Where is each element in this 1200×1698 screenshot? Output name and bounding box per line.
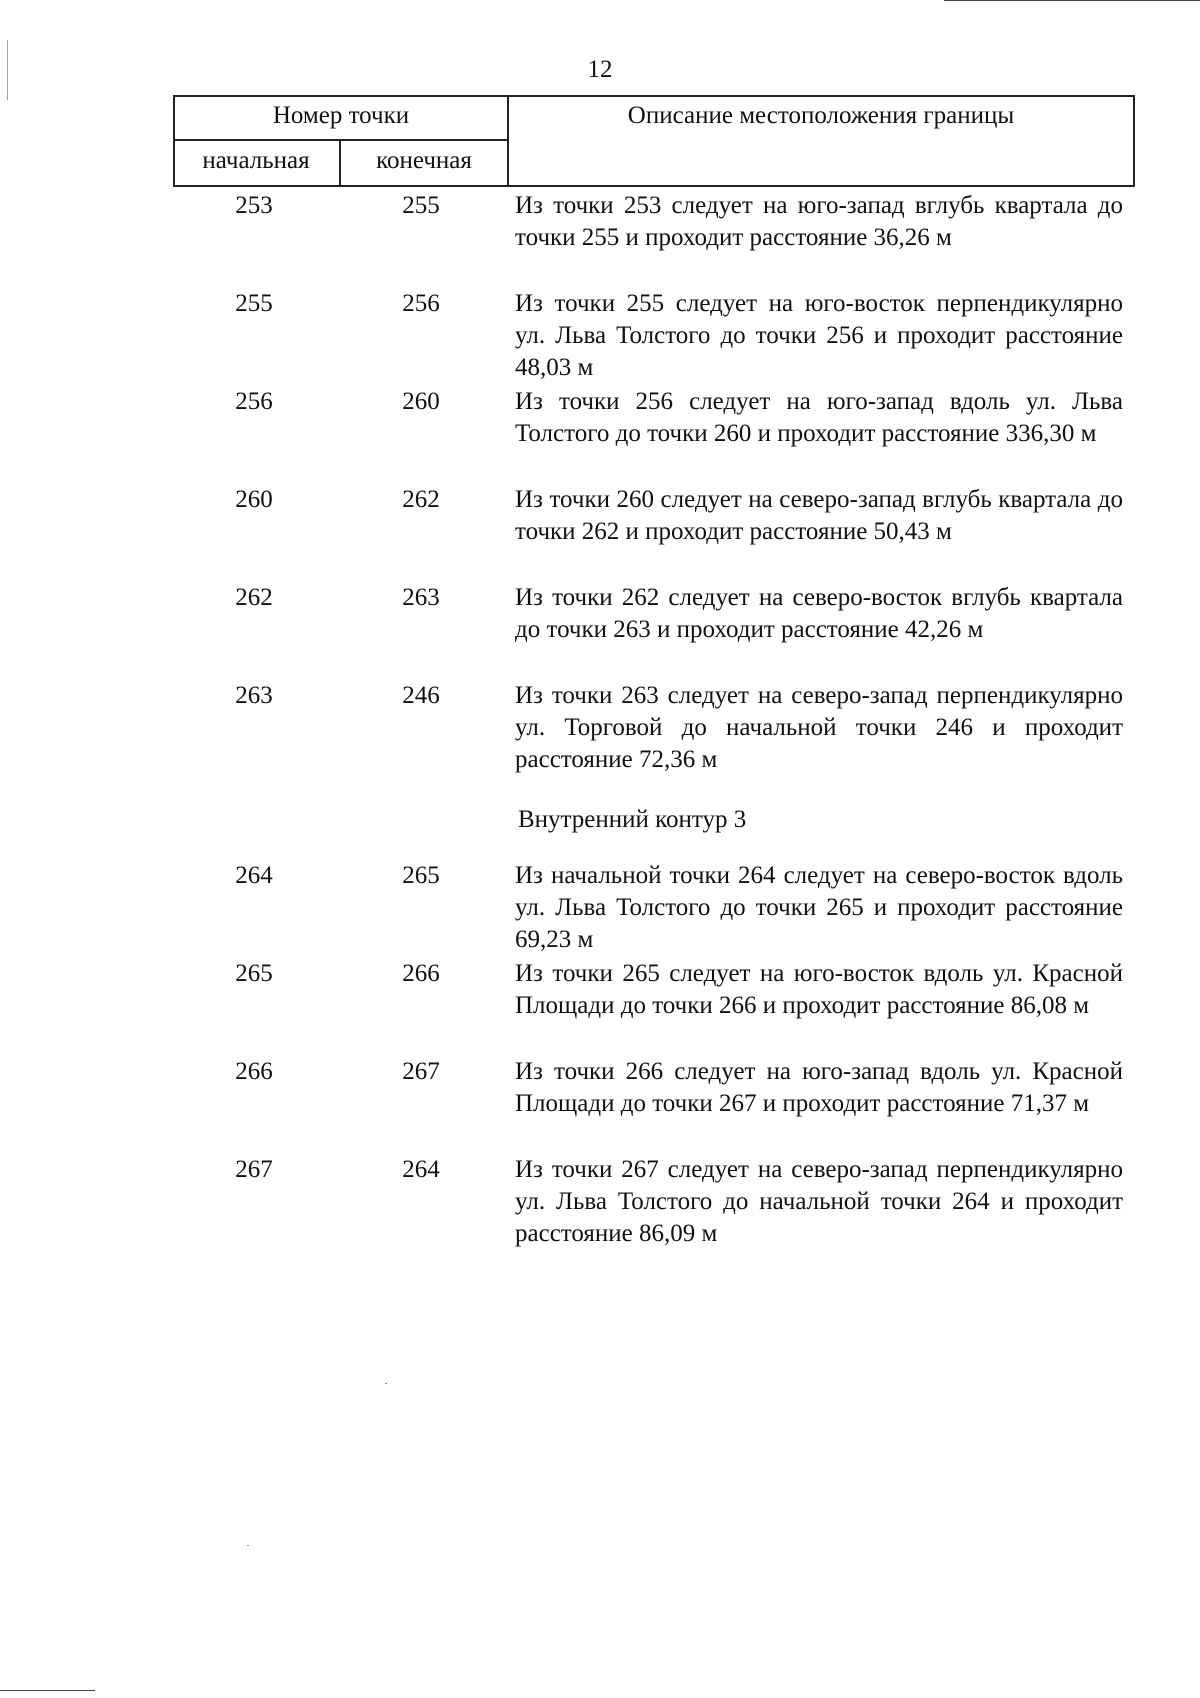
row-start-point: 263 [235,682,273,709]
row-start-point: 264 [235,862,273,889]
scan-artifact-dot [385,1383,387,1384]
row-description: Из точки 256 следует на юго-запад вдоль ул. Льва Толстого до точки 260 и проходит расстояние 336,30 м [515,388,1123,447]
section-title: Внутренний контур 3 [518,806,747,833]
header-end: конечная [376,147,472,174]
header-divider-subcols [173,139,509,141]
header-bottom-border [173,185,1135,187]
row-start-point: 256 [235,388,273,415]
row-start-point: 260 [235,486,273,513]
table-header [173,95,1135,187]
row-end-point: 256 [402,290,440,317]
row-description: Из точки 253 следует на юго-запад вглубь квартала до точки 255 и проходит расстояние 36,26 м [515,192,1123,251]
row-end-point: 263 [402,584,440,611]
row-description: Из точки 267 следует на северо-запад перпендикулярно ул. Льва Толстого до начальной точки 264 и проходит расстояние 86,09 м [515,1156,1123,1247]
row-description: Из точки 260 следует на северо-запад вглубь квартала до точки 262 и проходит расстояние 50,43 м [515,486,1123,545]
row-end-point: 262 [402,486,440,513]
row-description: Из точки 263 следует на северо-запад перпендикулярно ул. Торговой до начальной точки 246 и проходит расстояние 72,36 м [515,682,1123,773]
header-description: Описание местоположения границы [627,102,1015,129]
page-number: 12 [587,56,613,83]
header-right-border [1133,95,1135,187]
scan-artifact-bottom-line [0,1690,95,1691]
row-end-point: 260 [402,388,440,415]
row-description: Из точки 265 следует на юго-восток вдоль ул. Красной Площади до точки 266 и проходит расстояние 86,08 м [515,960,1123,1019]
row-end-point: 266 [402,960,440,987]
header-top-border [173,95,1135,97]
row-description: Из точки 262 следует на северо-восток вглубь квартала до точки 263 и проходит расстояние 42,26 м [515,584,1123,643]
row-end-point: 265 [402,862,440,889]
row-end-point: 246 [402,682,440,709]
header-start: начальная [202,147,310,174]
row-start-point: 255 [235,290,273,317]
row-description: Из точки 266 следует на юго-запад вдоль ул. Красной Площади до точки 267 и проходит расстояние 71,37 м [515,1058,1123,1117]
row-start-point: 265 [235,960,273,987]
row-start-point: 266 [235,1058,273,1085]
row-description: Из точки 255 следует на юго-восток перпендикулярно ул. Льва Толстого до точки 256 и проходит расстояние 48,03 м [515,290,1123,381]
row-start-point: 267 [235,1156,273,1183]
scan-artifact-dot [247,1545,249,1546]
header-point-number: Номер точки [272,102,410,129]
row-end-point: 255 [402,192,440,219]
scan-artifact-left-mark [7,40,8,100]
row-start-point: 253 [235,192,273,219]
row-description: Из начальной точки 264 следует на северо-восток вдоль ул. Льва Толстого до точки 265 и проходит расстояние 69,23 м [515,862,1123,953]
row-end-point: 264 [402,1156,440,1183]
row-end-point: 267 [402,1058,440,1085]
row-start-point: 262 [235,584,273,611]
scan-artifact-top-line [944,0,1200,1]
